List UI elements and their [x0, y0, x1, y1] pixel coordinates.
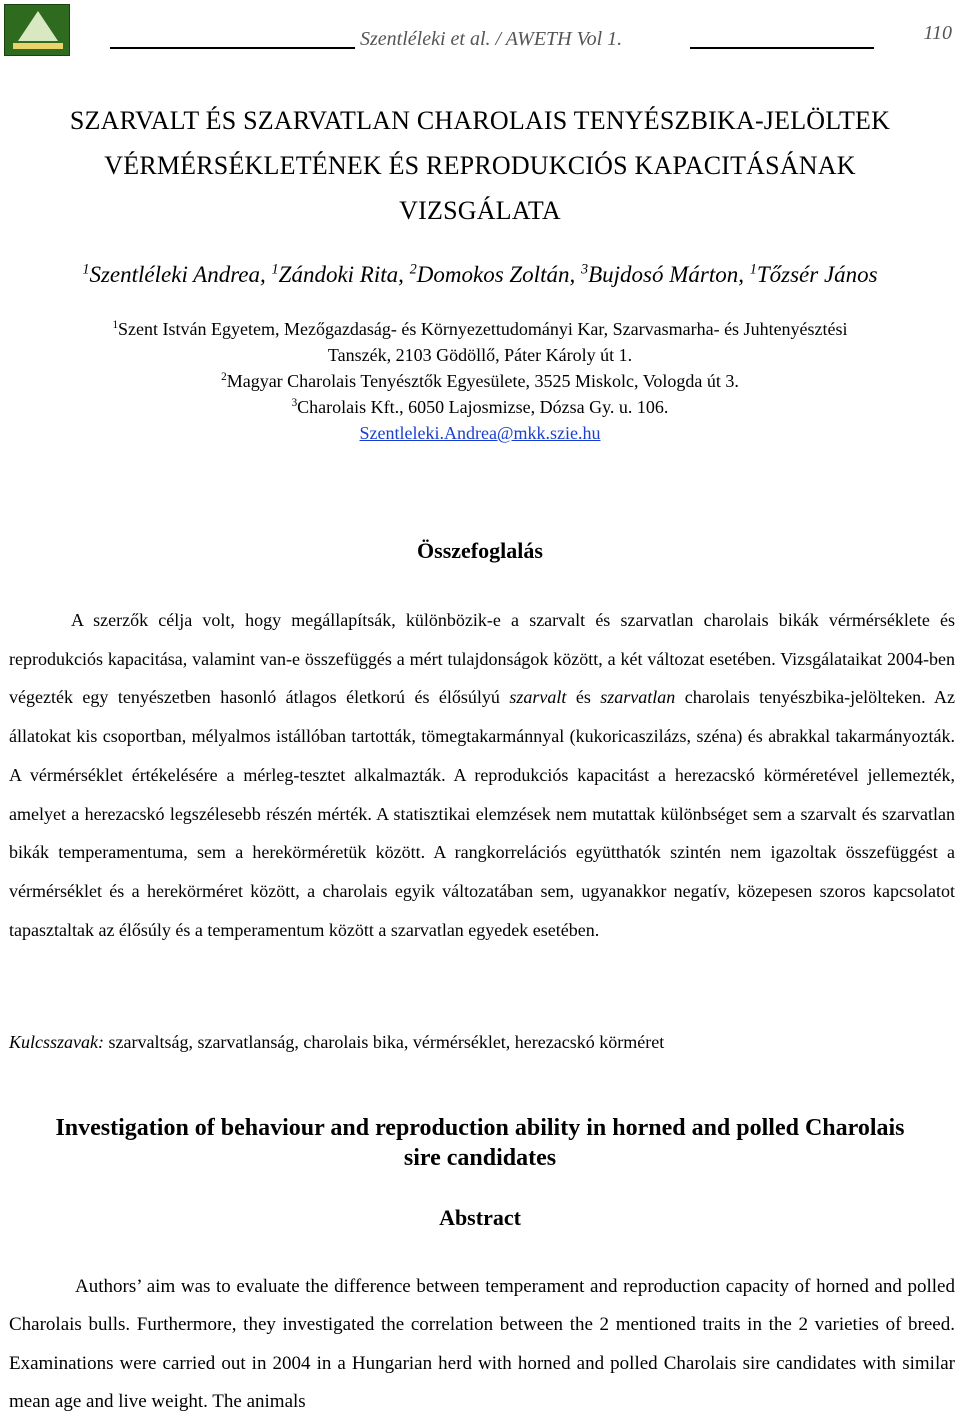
author: $^1$Szentléleki Andrea, — [82, 261, 266, 287]
running-title: Szentléleki et al. / AWETH Vol 1. — [360, 28, 623, 50]
logo-triangle-shape — [18, 11, 58, 41]
title-en-line: sire candidates — [403, 1145, 557, 1171]
abstract-paragraph: Authors’ aim was to evaluate the difference between temperament and reproduction capacity of horned and polled Charolais bulls. Furthermore, they investigated the correlation between the 2 mentioned traits in the 2 varieties of breed. Examinations were carried out in 2004 in a Hungarian herd with horned and polled Charolais sire candidates with similar mean age and live weight. The animals — [9, 1276, 955, 1412]
title-line: SZARVALT ÉS SZARVATLAN CHAROLAIS TENYÉSZBIKA-JELÖLTEK — [69, 106, 891, 135]
header-rule-left — [110, 47, 355, 49]
author: $^1$Zándoki Rita, — [271, 261, 404, 287]
header-rule-right — [690, 47, 874, 49]
summary-heading: Összefoglalás — [417, 538, 543, 563]
title-en-line: Investigation of behaviour and reproduction ability in horned and polled Charolais — [55, 1115, 905, 1141]
affiliation-3: $^3$Charolais Kft., 6050 Lajosmizse, Dózsa Gy. u. 106. — [291, 397, 669, 417]
title-line: VIZSGÁLATA — [399, 196, 561, 225]
affiliation-1: $^1$Szent István Egyetem, Mezőgazdaság- és Környezettudományi Kar, Szarvasmarha- és Juhtenyésztési — [112, 319, 848, 339]
email-link[interactable]: Szentleleki.Andrea@mkk.szie.hu — [359, 423, 601, 443]
abstract-body — [9, 1268, 955, 1421]
affiliation-1-cont: Tanszék, 2103 Gödöllő, Páter Károly út 1. — [327, 345, 633, 365]
logo-bar-shape — [13, 43, 63, 49]
author: $^2$Domokos Zoltán, — [409, 261, 576, 287]
keywords-label: Kulcsszavak: — [9, 1032, 104, 1052]
page-number: 110 — [923, 22, 952, 44]
author: $^3$Bujdosó Márton, — [580, 261, 744, 287]
page-header — [0, 0, 960, 60]
title-line: VÉRMÉRSÉKLETÉNEK ÉS REPRODUKCIÓS KAPACITÁSÁNAK — [104, 151, 856, 180]
summary-paragraph: A szerzők célja volt, hogy megállapítsák, különbözik-e a szarvalt és szarvatlan charolais bikák vérmérséklete és reprodukciós kapacitása, valamint van-e összefüggés a mért tulajdonságok között, a két változat esetében. Vizsgálataikat 2004-ben végezték egy tenyészetben hasonló átlagos életkorú és élősúlyú szarvalt és szarvatlan charolais tenyészbika-jelölteken. Az állatokat kis csoportban, mélyalmos istállóban tartották, tömegtakarmánnyal (kukoricaszilázs, széna) és abrakkal takarmányozták. A vérmérséklet értékelésére a mérleg-tesztet alkalmazták. A reprodukciós kapacitást a herezacskó körméretével jellemezték, amelyet a herezacskó legszélesebb részén mérték. A statisztikai elemzések nem mutattak különbséget sem a szarvalt és szarvatlan bikák temperamentuma, sem a herekörméretük között. A rangkorrelációs együtthatók szintén nem igazoltak összefüggést a vérmérséklet és a herekörméret között, a charolais egyik változatában sem, ugyanakkor negatív, közepesen szoros kapcsolatot tapasztaltak az élősúly és a temperamentum között a szarvatlan egyedek esetében. — [9, 610, 956, 940]
aweth-logo — [4, 4, 70, 56]
summary-body — [9, 601, 955, 949]
affiliations — [0, 316, 960, 446]
author: $^1$Tőzsér János — [749, 261, 878, 287]
keywords — [9, 1027, 955, 1057]
email-line — [0, 420, 960, 446]
author-list — [0, 258, 960, 292]
affiliation-2: $^2$Magyar Charolais Tenyésztők Egyesülete, 3525 Miskolc, Vologda út 3. — [221, 371, 739, 391]
paper-title-en — [0, 1113, 960, 1173]
abstract-heading: Abstract — [439, 1205, 521, 1230]
keywords-text: szarvaltság, szarvatlanság, charolais bika, vérmérséklet, herezacskó körméret — [108, 1032, 665, 1052]
paper-title-hu — [0, 98, 960, 233]
